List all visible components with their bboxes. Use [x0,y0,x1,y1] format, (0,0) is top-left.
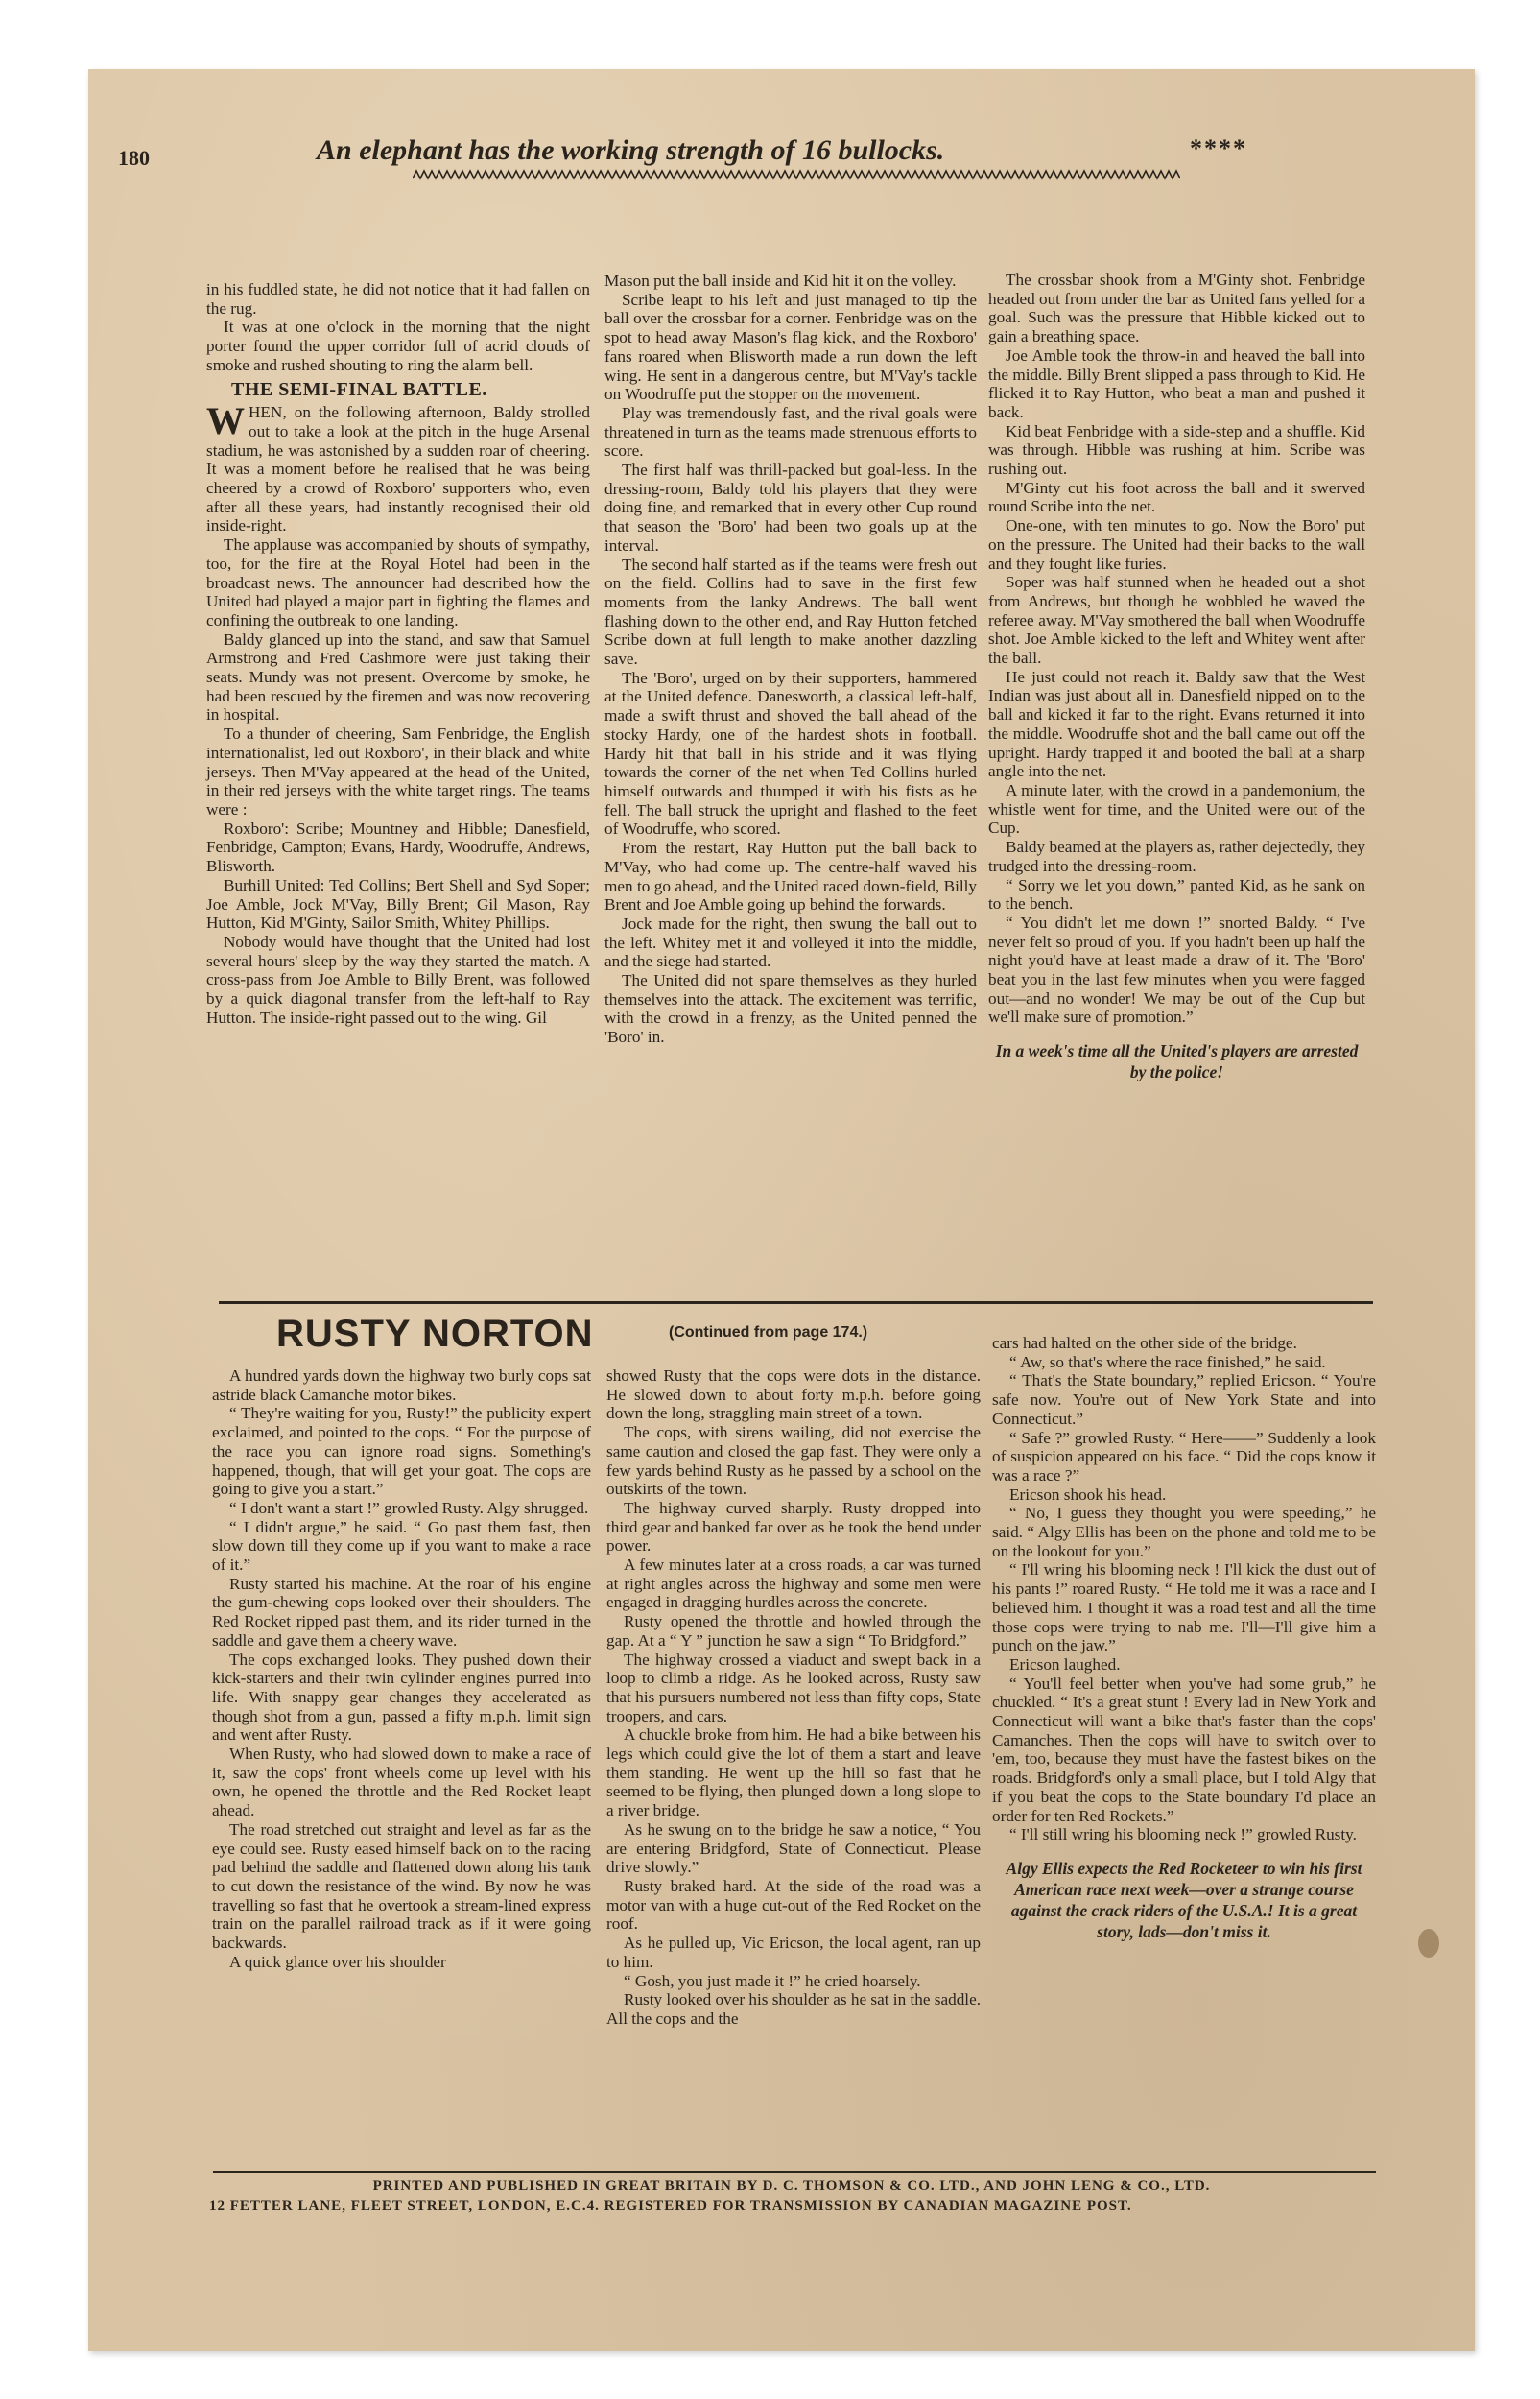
story1-column-2 [604,272,977,1047]
article-paragraph: When Rusty, who had slowed down to make a race of it, saw the cops' front wheels come up level with his own, he opened the throttle and the Red Rocket leapt ahead. [212,1745,591,1820]
ink-stain [1418,1929,1439,1958]
drop-cap: W [206,399,245,443]
article-paragraph: “ No, I guess they thought you were speeding,” he said. “ Algy Ellis has been on the phone and told me to be on the lookout for you.” [992,1504,1376,1560]
article-paragraph: The highway curved sharply. Rusty dropped into third gear and banked far over as he took the bend under power. [606,1498,981,1556]
article-paragraph: “ I'll wring his blooming neck ! I'll kick the dust out of his pants !” roared Rusty. “ He told me it was a race and I believed him. I thought it was a road test and all the time those cops were trying to nab me. I'll—I'll give him a punch on the jaw.” [992,1560,1376,1655]
article-paragraph: The cops, with sirens wailing, did not exercise the same caution and closed the gap fast. They were only a few yards behind Rusty as he passed by a school on the outskirts of the town. [606,1423,981,1499]
story1-column-1 [206,280,590,1027]
article-paragraph: in his fuddled state, he did not notice that it had fallen on the rug. [206,280,590,318]
article-paragraph: “ They're waiting for you, Rusty!” the publicity expert exclaimed, and pointed to the cops. “ For the purpose of the race you can ignore road signs. Something's happened, though, that will get your goat. The cops are going to give you a start.” [212,1404,591,1499]
article-paragraph: Soper was half stunned when he headed out a shot from Andrews, but though he wobbled he waved the referee away. M'Vay smothered the ball when Woodruffe shot. Joe Amble kicked to the left and Whitey went after the ball. [988,573,1365,668]
imprint-line-1: PRINTED AND PUBLISHED IN GREAT BRITAIN BY D. C. THOMSON & CO. LTD., AND JOHN LENG & CO., LTD. [372,2178,1211,2194]
page-headline: An elephant has the working strength of 16 bullocks. [317,134,945,166]
article-paragraph: Joe Amble took the throw-in and heaved the ball into the middle. Billy Brent slipped a pass through to Kid. He flicked it to Ray Hutton, who beat a man and pushed it back. [988,345,1365,421]
article-paragraph: From the restart, Ray Hutton put the ball back to M'Vay, who had come up. The centre-half waved his men to go ahead, and the United raced down-field, Billy Brent and Joe Amble going up behind the forwards. [604,839,977,914]
article-paragraph: Rusty opened the throttle and howled through the gap. At a “ Y ” junction he saw a sign “ To Bridgford.” [606,1612,981,1650]
article-paragraph: The cops exchanged looks. They pushed down their kick-starters and their twin cylinder engines purred into life. With snappy gear changes they accelerated as though shot from a gun, passed a fifty m.p.h. limit sign and went after Rusty. [212,1650,591,1745]
article-paragraph: The first half was thrill-packed but goal-less. In the dressing-room, Baldy told his players that they were doing fine, and remarked that in every other Cup round that season the 'Boro' had been two goals up at the interval. [604,461,977,555]
article-paragraph: It was at one o'clock in the morning that the night porter found the upper corridor full of acrid clouds of smoke and rushed shouting to ring the alarm bell. [206,318,590,374]
section-divider-rule [219,1301,1373,1304]
article-paragraph: Rusty braked hard. At the side of the road was a motor van with a huge cut-out of the Red Rocket on the roof. [606,1876,981,1934]
footer-rule [213,2171,1376,2173]
article-paragraph: “ Safe ?” growled Rusty. “ Here——” Suddenly a look of suspicion appeared on his face. “ Did the cops know it was a race ?” [992,1428,1376,1485]
article-paragraph: The highway crossed a viaduct and swept back in a loop to climb a ridge. As he looked across, Rusty saw that his pursuers numbered not less than fifty cops, State troopers, and cars. [606,1650,981,1725]
article-paragraph: Mason put the ball inside and Kid hit it on the volley. [604,272,957,290]
article-paragraph: Jock made for the right, then swung the ball out to the left. Whitey met it and volleyed it into the middle, and the siege had started. [604,914,977,971]
article-paragraph: The United did not spare themselves as they hurled themselves into the attack. The excitement was terrific, with the crowd in a frenzy, as the United penned the 'Boro' in. [604,971,977,1047]
article-paragraph: A few minutes later at a cross roads, a car was turned at right angles across the highway and some men were engaged in dragging hurdles across the concrete. [606,1556,981,1612]
next-week-teaser: In a week's time all the United's players are arrested by the police! [995,1041,1359,1082]
article-paragraph: A quick glance over his shoulder [229,1952,446,1971]
article-paragraph [206,399,590,535]
article-paragraph: A hundred yards down the highway two burly cops sat astride black Camanche motor bikes. [212,1366,591,1404]
paragraph-text: HEN, on the following afternoon, Baldy strolled out to take a look at the pitch in the huge Arsenal stadium, he was astonished by a sudden roar of cheering. It was a moment before he realised that he was being cheered by a crowd of Roxboro' supporters who, even after all these years, had instantly recognised their old inside-right. [206,403,590,535]
article-paragraph: “ Gosh, you just made it !” he cried hoarsely. [624,1971,921,1990]
continued-note: (Continued from page 174.) [669,1324,868,1341]
article-paragraph: “ Aw, so that's where the race finished,” he said. [1009,1352,1326,1371]
article-paragraph: cars had halted on the other side of the bridge. [992,1334,1297,1352]
decorative-zigzag-rule [413,169,1180,180]
article-paragraph: “ You'll feel better when you've had some grub,” he chuckled. “ It's a great stunt ! Every lad in New York and Connecticut will want a bike that's faster than the cops' Camanches. Then the cops will have to switch over to 'em, too, because they must have the fastest bikes on the roads. Bridgford's only a small place, but I told Algy that if you beat the cops to the State boundary I'd place an order for ten Red Rockets.” [992,1674,1376,1825]
article-paragraph: To a thunder of cheering, Sam Fenbridge, the English internationalist, led out Roxboro', in their black and white jerseys. Then M'Vay appeared at the head of the United, in their red jerseys with the white target rings. The teams were : [206,724,590,819]
next-week-teaser: Algy Ellis expects the Red Rocketeer to win his first American race next week—over a strange course against the crack riders of the U.S.A.! It is a great story, lads—don't miss it. [1006,1858,1362,1941]
article-paragraph: The 'Boro', urged on by their supporters, hammered at the United defence. Danesworth, a classical left-half, made a swift thrust and shoved the ball ahead of the stocky Hardy, one of the hardest shots in football. Hardy hit that ball in his stride and it was flying towards the corner of the net when Ted Collins hurled himself outwards and thumped it with his fists as he fell. The ball struck the upright and flashed to the feet of Woodruffe, who scored. [604,668,977,839]
article-paragraph: The applause was accompanied by shouts of sympathy, too, for the fire at the Royal Hotel had been in the broadcast news. The announcer had described how the United had played a major part in fighting the flames and confining the outbreak to one landing. [206,535,590,629]
article-paragraph: Baldy beamed at the players as, rather dejectedly, they trudged into the dressing-room. [988,838,1365,875]
article-paragraph: showed Rusty that the cops were dots in the distance. He slowed down to about forty m.p.h. before going down the long, straggling main street of a town. [606,1366,981,1423]
article-paragraph: Kid beat Fenbridge with a side-step and a shuffle. Kid was through. Hibble was rushing at him. Scribe was rushing out. [988,421,1365,479]
headline-stars: **** [1190,134,1247,162]
article-paragraph: Ericson shook his head. [1009,1485,1167,1504]
story2-column-1 [212,1366,591,1972]
article-paragraph: He just could not reach it. Baldy saw that the West Indian was just about all in. Danesfield nipped on to the ball and kicked it far to the right. Evans returned it into the middle. Woodruffe shot and the ball came out off the upright. Hardy trapped it and booted the ball at a sharp angle into the net. [988,667,1365,781]
article-paragraph: Scribe leapt to his left and just managed to tip the ball over the crossbar for a corner. Fenbridge was on the spot to head away Mason's flag kick, and the Roxboro' fans roared when Blisworth made a run down the left wing. He sent in a dangerous centre, but M'Vay's tackle on Woodruffe put the stopper on the movement. [604,290,977,404]
article-paragraph: “ That's the State boundary,” replied Ericson. “ You're safe now. You're out of New York State and into Connecticut.” [992,1371,1376,1428]
article-paragraph: As he pulled up, Vic Ericson, the local agent, ran up to him. [606,1934,981,1971]
article-paragraph: Roxboro': Scribe; Mountney and Hibble; Danesfield, Fenbridge, Campton; Evans, Hardy, Woodruffe, Andrews, Blisworth. [206,819,590,876]
article-paragraph: Play was tremendously fast, and the rival goals were threatened in turn as the teams made strenuous efforts to score. [604,403,977,461]
article-paragraph: “ Sorry we let you down,” panted Kid, as he sank on to the bench. [988,875,1365,914]
article-paragraph: “ I'll still wring his blooming neck !” growled Rusty. [1009,1825,1357,1844]
article-paragraph: Nobody would have thought that the United had lost several hours' sleep by the way they started the match. A cross-pass from Joe Amble to Billy Brent, was followed by a quick diagonal transfer from the left-half to Ray Hutton. The inside-right passed out to the wing. Gil [206,932,590,1027]
article-paragraph: Ericson laughed. [1009,1654,1121,1674]
article-paragraph: Rusty started his machine. At the roar of his engine the gum-chewing cops looked over their shoulders. The Red Rocket ripped past them, and its rider turned in the saddle and gave them a cheery wave. [212,1574,591,1650]
article-paragraph: Baldy glanced up into the stand, and saw that Samuel Armstrong and Fred Cashmore were just taking their seats. Mundy was not present. Overcome by smoke, he had been rescued by the firemen and was now recovering in hospital. [206,629,590,724]
article-paragraph: Burhill United: Ted Collins; Bert Shell and Syd Soper; Joe Amble, Jock M'Vay, Billy Brent; Gil Mason, Ray Hutton, Kid M'Ginty, Sailor Smith, Whitey Phillips. [206,875,590,933]
article-paragraph: The second half started as if the teams were fresh out on the field. Collins had to save in the first few moments from the lanky Andrews. The ball went flashing down to the other end, and Ray Hutton fetched Scribe down at full length to make another dazzling save. [604,555,977,669]
page-number: 180 [118,146,150,170]
article-paragraph: A chuckle broke from him. He had a bike between his legs which could give the lot of them a start and leave them standing. He went up the hill so fast that he seemed to be flying, then plunged down a long slope to a river bridge. [606,1725,981,1820]
article-paragraph: “ I didn't argue,” he said. “ Go past them fast, then slow down till they come up if you want to make a race of it.” [212,1517,591,1575]
article-paragraph: One-one, with ten minutes to go. Now the Boro' put on the pressure. The United had their backs to the wall and they fought like furies. [988,516,1365,573]
story2-column-2 [606,1366,981,2029]
imprint-line-2: 12 FETTER LANE, FLEET STREET, LONDON, E.C.4. REGISTERED FOR TRANSMISSION BY CANADIAN MAGAZINE POST. [209,2198,1132,2214]
article-paragraph: M'Ginty cut his foot across the ball and it swerved round Scribe into the net. [988,478,1365,516]
article-paragraph: Rusty looked over his shoulder as he sat in the saddle. All the cops and the [606,1990,981,2028]
article-paragraph: “ You didn't let me down !” snorted Baldy. “ I've never felt so proud of you. If you hadn't been up half the night you'd have at least made a draw of it. The 'Boro' beat you in the last few minutes when you were fagged out—and no wonder! We may be out of the Cup but we'll make sure of promotion.” [988,913,1365,1027]
section-subheading: THE SEMI-FINAL BATTLE. [231,378,487,400]
story-title: RUSTY NORTON [276,1313,594,1355]
story1-column-3 [988,271,1365,1082]
article-paragraph: “ I don't want a start !” growled Rusty. Algy shrugged. [229,1498,589,1517]
article-paragraph: A minute later, with the crowd in a pandemonium, the whistle went for time, and the United were out of the Cup. [988,780,1365,838]
article-paragraph: The road stretched out straight and level as far as the eye could see. Rusty eased himself back on to the racing pad behind the saddle and flattened down along his tank to cut down the resistance of the wind. By now he was travelling so fast that he overtook a stream-lined express train on the parallel railroad track as if it were going backwards. [212,1819,591,1953]
article-paragraph: As he swung on to the bridge he saw a notice, “ You are entering Bridgford, State of Connecticut. Please drive slowly.” [606,1819,981,1877]
story2-column-3 [992,1334,1376,1942]
article-paragraph: The crossbar shook from a M'Ginty shot. Fenbridge headed out from under the bar as United fans yelled for a goal. Such was the pressure that Hibble kicked out to gain a breathing space. [988,271,1365,346]
